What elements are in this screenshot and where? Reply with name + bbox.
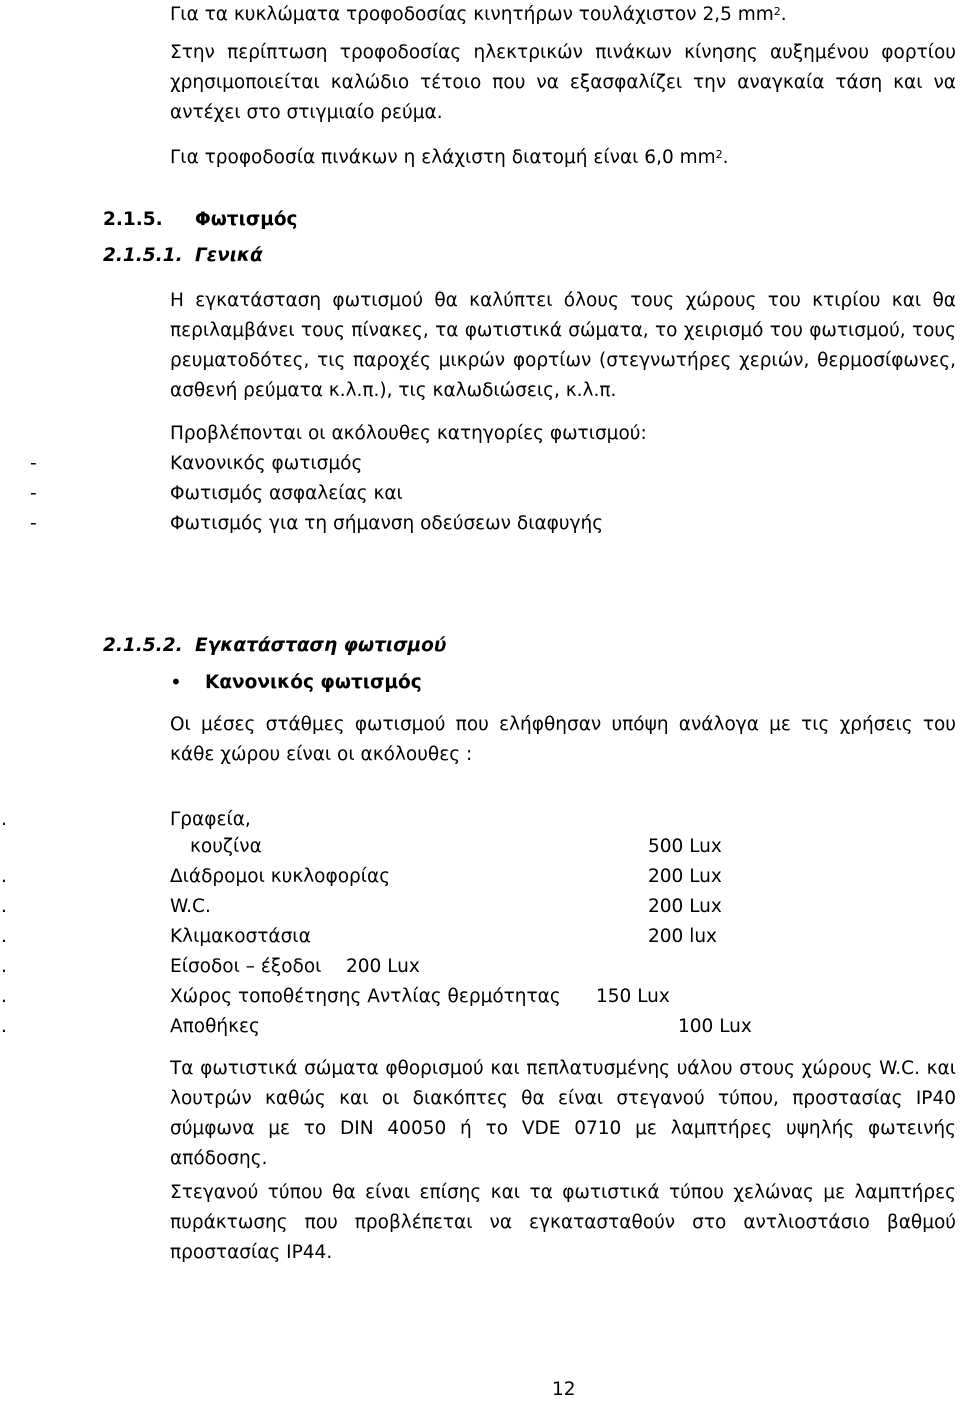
categories-intro: Προβλέπονται οι ακόλουθες κατηγορίες φωτισμού:: [170, 423, 647, 444]
list-marker: .: [1, 926, 7, 947]
list-marker: .: [1, 1016, 7, 1037]
list-marker: .: [1, 956, 7, 977]
level-value: 150 Lux: [596, 986, 670, 1007]
bullet-title: Κανονικός φωτισμός: [205, 672, 422, 693]
level-value: 200 Lux: [648, 866, 722, 887]
intro-line-3: Για τροφοδοσία πινάκων η ελάχιστη διατομή είναι 6,0 $mm^2$.: [170, 147, 729, 168]
level-name-2: κουζίνα: [190, 836, 262, 857]
bullet-icon: •: [170, 670, 182, 694]
subsection-1-paragraph: Η εγκατάσταση φωτισμού θα καλύπτει όλους τους χώρους του κτιρίου και θα περιλαμβάνει τους πίνακες, τα φωτιστικά σώματα, το χειρισμό του φωτισμού, τους ρευματοδότες, τις παροχές μικρών φορτίων (στεγνωτήρες χεριών, θερμοσίφωνες, ασθενή ρεύματα κ.λ.π.), τις καλωδιώσεις, κ.λ.π.: [170, 290, 956, 401]
list-item: Κανονικός φωτισμός: [170, 453, 363, 474]
intro-paragraph-2: Στην περίπτωση τροφοδοσίας ηλεκτρικών πινάκων κίνησης αυξημένου φορτίου χρησιμοποιείται καλώδιο τέτοιο που να εξασφαλίζει την αναγκαία τάση και να αντέχει στο στιγμιαίο ρεύμα.: [170, 42, 956, 123]
list-marker: .: [1, 896, 7, 917]
page-number: 12: [552, 1379, 576, 1400]
list-marker: -: [30, 513, 37, 534]
level-name: Είσοδοι – έξοδοι: [170, 956, 322, 977]
waterproof-paragraph: Στεγανού τύπου θα είναι επίσης και τα φωτιστικά τύπου χελώνας με λαμπτήρες πυράκτωσης που προβλέπεται να εγκατασταθούν στο αντλιοστάσιο βαθμού προστασίας IP44.: [170, 1182, 956, 1263]
level-name: Αποθήκες: [170, 1016, 260, 1037]
subsection-2-number: 2.1.5.2.: [103, 635, 183, 656]
subsection-1-number: 2.1.5.1.: [103, 245, 183, 266]
list-marker: -: [30, 483, 37, 504]
list-item: Φωτισμός για τη σήμανση οδεύσεων διαφυγής: [170, 513, 604, 534]
level-name: Γραφεία,: [170, 809, 251, 830]
levels-intro-paragraph: Οι μέσες στάθμες φωτισμού που ελήφθησαν υπόψη ανάλογα με τις χρήσεις του κάθε χώρου είναι οι ακόλουθες :: [170, 714, 956, 765]
level-name: Χώρος τοποθέτησης Αντλίας θερμότητας: [170, 986, 561, 1007]
level-value: 200 Lux: [648, 896, 722, 917]
section-title: Φωτισμός: [195, 209, 298, 230]
list-marker: -: [30, 453, 37, 474]
level-value: 200 Lux: [346, 956, 420, 977]
level-name: Διάδρομοι κυκλοφορίας: [170, 866, 391, 887]
list-marker: .: [1, 986, 7, 1007]
section-number: 2.1.5.: [103, 209, 163, 230]
subsection-2-title: Εγκατάσταση φωτισμού: [195, 635, 447, 656]
list-marker: .: [1, 866, 7, 887]
subsection-1-title: Γενικά: [195, 245, 263, 266]
level-name: Κλιμακοστάσια: [170, 926, 311, 947]
list-marker: .: [1, 809, 7, 830]
level-value: 500 Lux: [648, 836, 722, 857]
fixtures-paragraph: Τα φωτιστικά σώματα φθορισμού και πεπλατυσμένης υάλου στους χώρους W.C. και λουτρών καθώς και οι διακόπτες θα είναι στεγανού τύπου, προστασίας IP40 σύμφωνα με το DIN 40050 ή το VDE 0710 με λαμπτήρες υψηλής φωτεινής απόδοσης.: [170, 1058, 956, 1169]
level-value: 200 lux: [648, 926, 718, 947]
level-value: 100 Lux: [678, 1016, 752, 1037]
intro-line-1: Για τα κυκλώματα τροφοδοσίας κινητήρων τουλάχιστον 2,5 $mm^2$.: [170, 4, 787, 25]
list-item: Φωτισμός ασφαλείας και: [170, 483, 403, 504]
level-name: W.C.: [170, 896, 211, 917]
